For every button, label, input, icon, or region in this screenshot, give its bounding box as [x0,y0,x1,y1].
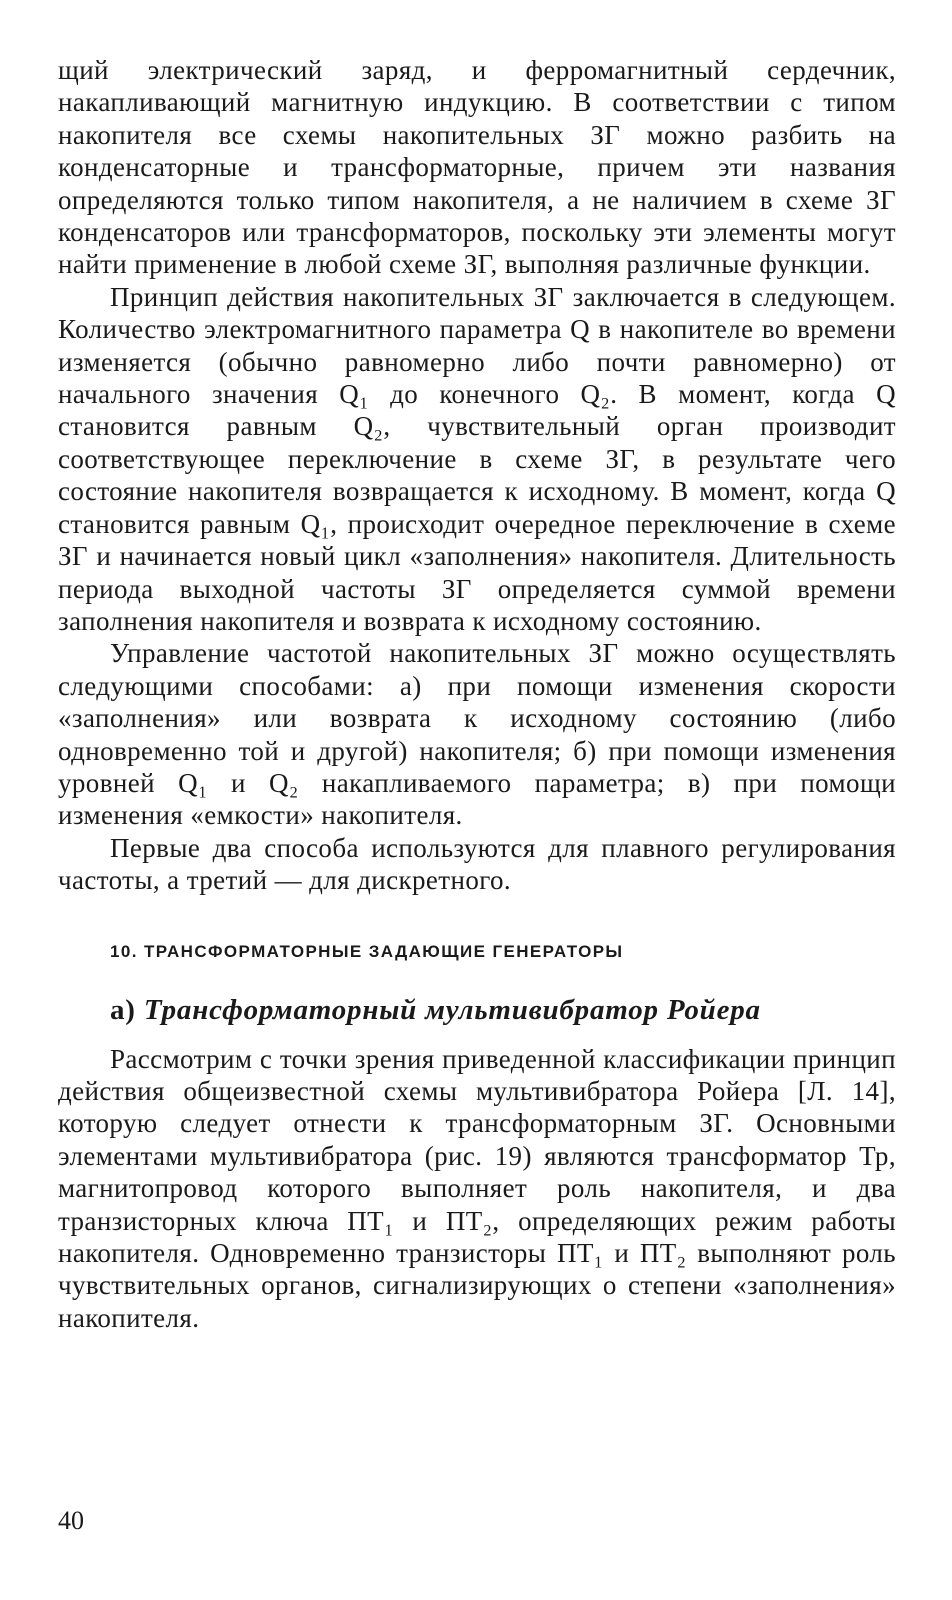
subsection-title: Трансформаторный мультивибратор Ройера [143,993,761,1026]
paragraph-continuation: щий электрический заряд, и ферромагнитный сердечник, накапливающий магнитную индукцию. В соответствии с типом накопителя все схемы накопительных ЗГ можно разбить на конденсаторные и трансформаторные, причем эти названия определяются только типом накопителя, а не наличием в схеме ЗГ конденсаторов или трансформаторов, поскольку эти элементы могут найти применение в любой схеме ЗГ, выполняя различные функции. [58,55,896,280]
page-content [58,54,896,1334]
subsection-letter: а) [110,993,136,1026]
paragraph-royer: Рассмотрим с точки зрения приведенной классификации принцип действия общеизвестной схемы мультивибратора Ройера [Л. 14], которую следует отнести к трансформаторным ЗГ. Основными элементами мультивибратора (рис. 19) являются трансформатор Тр, магнитопровод которого выполняет роль накопителя, и два транзисторных ключа ПТ₁ и ПТ₂, определяющих режим работы накопителя. Одновременно транзисторы ПТ₁ и ПТ₂ выполняют роль чувствительных органов, сигнализирующих о степени «заполнения» накопителя. [58,1043,896,1333]
page-number: 40 [58,1506,84,1535]
section-heading: 10. ТРАНСФОРМАТОРНЫЕ ЗАДАЮЩИЕ ГЕНЕРАТОРЫ [110,941,624,961]
paragraph-methods-usage: Первые два способа используются для плавного регулирования частоты, а третий — для дискретного. [58,832,896,896]
paragraph-frequency-control: Управление частотой накопительных ЗГ можно осуществлять следующими способами: а) при помощи изменения скорости «заполнения» или возврата к исходному состоянию (либо одновременно той и другой) накопителя; б) при помощи изменения уровней Q₁ и Q₂ накапливаемого параметра; в) при помощи изменения «емкости» накопителя. [58,638,896,831]
subsection-heading [58,963,896,1043]
paragraph-principle: Принцип действия накопительных ЗГ заключается в следующем. Количество электромагнитного параметра Q в накопителе во времени изменяется (обычно равномерно либо почти равномерно) от начального значения Q₁ до конечного Q₂. В момент, когда Q становится равным Q₂, чувствительный орган производит соответствующее переключение в схеме ЗГ, в результате чего состояние накопителя возвращается к исходному. В момент, когда Q становится равным Q₁, происходит очередное переключение в схеме ЗГ и начинается новый цикл «заполнения» накопителя. Длительность периода выходной частоты ЗГ определяется суммой времени заполнения накопителя и возврата к исходному состоянию. [58,281,896,636]
